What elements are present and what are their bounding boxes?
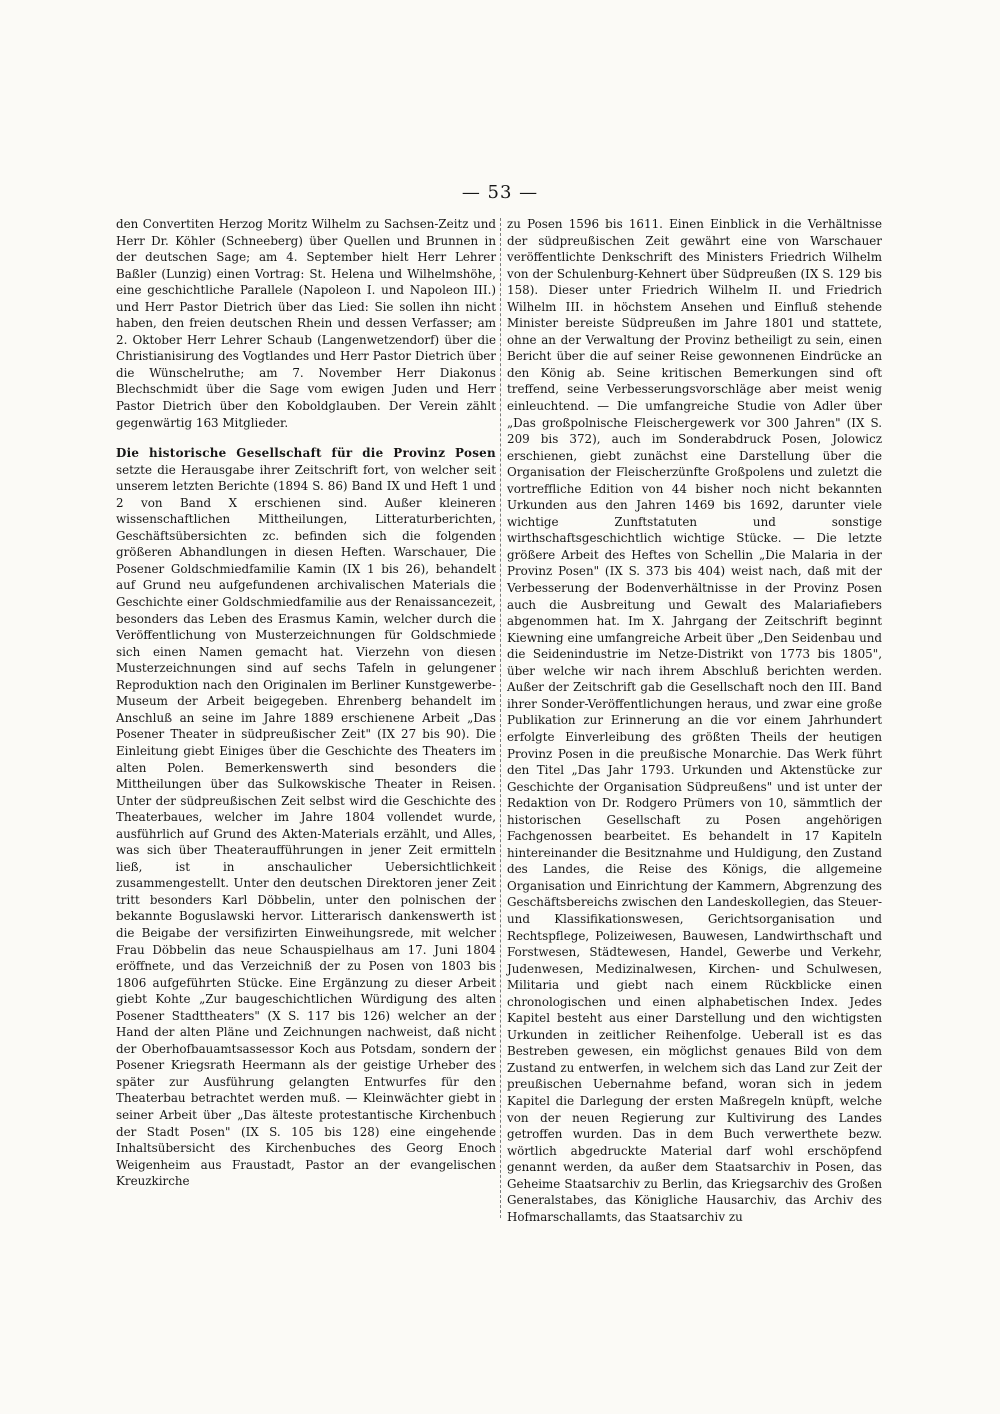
section-body: setzte die Herausgabe ihrer Zeitschrift fort, von welcher seit unserem letzten Berichte (1894 S. 86) Band IX und Heft 1 und 2 von Band X erschienen sind. Außer kleineren wissenschaftlichen Mittheilungen, Litteraturberichten, Geschäftsübersichten zc. befinden sich die folgenden größeren Abhandlungen in diesen Heften. Warschauer, Die Posener Goldschmiedfamilie Kamin (IX 1 bis 26), behandelt auf Grund neu aufgefundenen archivalischen Materials die Geschichte einer Goldschmiedfamilie aus der Renaissancezeit, besonders das Leben des Erasmus Kamin, welcher durch die Veröffentlichung von Musterzeichnungen für Goldschmiede sich einen Namen gemacht hat. Vierzehn von diesen Musterzeichnungen sind auf sechs Tafeln in gelungener Reproduktion nach den Originalen im Berliner Kunstgewerbe-Museum der Arbeit beigegeben. Ehrenberg behandelt im Anschluß an seine im Jahre 1889 erschienene Arbeit „Das Posener Theater in südpreußischer Zeit" (IX 27 bis 90). Die Einleitung giebt Einiges über die Geschichte des Theaters im alten Polen. Bemerkenswerth sind besonders die Mittheilungen über das Sulkowskische Theater in Reisen. Unter der südpreußischen Zeit selbst wird die Geschichte des Theaterbaues, welcher im Jahre 1804 vollendet wurde, ausführlich auf Grund des Akten-Materials erzählt, und Alles, was sich über Theateraufführungen in jener Zeit ermitteln ließ, ist in anschaulicher Uebersichtlichkeit zusammengestellt. Unter den deutschen Direktoren jener Zeit tritt besonders Karl Döbbelin, unter den polnischen der bekannte Boguslawski hervor. Litterarisch dankenswerth ist die Beigabe der versifizirten Einweihungsrede, mit welcher Frau Döbbelin das neue Schauspielhaus am 17. Juni 1804 eröffnete, und das Verzeichniß der zu Posen von 1803 bis 1806 aufgeführten Stücke. Eine Ergänzung zu dieser Arbeit giebt Kohte „Zur baugeschichtlichen Würdigung des alten Posener Stadttheaters" (X S. 117 bis 126) welcher an der Hand der alten Pläne und Zeichnungen nachweist, daß nicht der Oberhofbauamtsassessor Koch aus Potsdam, sondern der Posener Kriegsrath Heermann als der geistige Urheber des später zur Ausführung gelangten Entwurfes für den Theaterbau betrachtet werden muß. — Kleinwächter giebt in seiner Arbeit über „Das älteste protestantische Kirchenbuch der Stadt Posen" (IX S. 105 bis 128) eine eingehende Inhaltsübersicht des Kirchenbuches des Georg Enoch Weigenheim aus Fraustadt, Pastor an der evangelischen Kreuzkirche: [116, 462, 496, 1189]
column-divider: [500, 218, 501, 1218]
left-paragraph-1: den Convertiten Herzog Moritz Wilhelm zu Sachsen-Zeitz und Herr Dr. Köhler (Schneeberg) über Quellen und Brunnen in der deutschen Sage; am 4. September hielt Herr Lehrer Baßler (Lunzig) einen Vortrag: St. Helena und Wilhelmshöhe, eine geschichtliche Parallele (Napoleon I. und Napoleon III.) und Herr Pastor Dietrich über das Lied: Sie sollen ihn nicht haben, den freien deutschen Rhein und dessen Verfasser; am 2. Oktober Herr Lehrer Schaub (Langenwetzendorf) über die Christianisirung des Vogtlandes und Herr Pastor Dietrich über die Wünschelruthe; am 7. November Herr Diakonus Blechschmidt über die Sage vom ewigen Juden und Herr Pastor Dietrich über den Koboldglauben. Der Verein zählt gegenwärtig 163 Mitglieder.: [116, 217, 496, 430]
right-paragraph-1: zu Posen 1596 bis 1611. Einen Einblick in die Verhältnisse der südpreußischen Zeit gewährt eine von Warschauer veröffentlichte Denkschrift des Ministers Friedrich Wilhelm von der Schulenburg-Kehnert über Südpreußen (IX S. 129 bis 158). Dieser unter Friedrich Wilhelm II. und Friedrich Wilhelm III. in höchstem Ansehen und Einfluß stehende Minister bereiste Südpreußen im Jahre 1801 und stattete, ohne an der Verwaltung der Provinz betheiligt zu sein, einen Bericht über die auf seiner Reise gewonnenen Eindrücke an den König ab. Seine kritischen Bemerkungen sind oft treffend, seine Verbesserungsvorschläge aber meist wenig einleuchtend. — Die umfangreiche Studie von Adler über „Das großpolnische Fleischergewerk vor 300 Jahren" (IX S. 209 bis 372), auch im Sonderabdruck Posen, Jolowicz erschienen, giebt zunächst eine Darstellung über die Organisation der Fleischerzünfte Großpolens und zuletzt die vortreffliche Edition von 44 bisher noch nicht bekannten Urkunden aus den Jahren 1469 bis 1692, darunter viele wichtige Zunftstatuten und sonstige wirthschaftsgeschichtlich wichtige Stücke. — Die letzte größere Arbeit des Heftes von Schellin „Die Malaria in der Provinz Posen" (IX S. 373 bis 404) weist nach, daß mit der Verbesserung der Bodenverhältnisse in der Provinz Posen auch die Ausbreitung und Gewalt des Malariafiebers abgenommen hat. Im X. Jahrgang der Zeitschrift beginnt Kiewning eine umfangreiche Arbeit über „Den Seidenbau und die Seidenindustrie im Netze-Distrikt von 1773 bis 1805", über welche wir nach ihrem Abschluß berichten werden. Außer der Zeitschrift gab die Gesellschaft noch den III. Band ihrer Sonder-Veröffentlichungen heraus, und zwar eine große Publikation zur Erinnerung an die vor einem Jahrhundert erfolgte Einverleibung des größten Theils der heutigen Provinz Posen in die preußische Monarchie. Das Werk führt den Titel „Das Jahr 1793. Urkunden und Aktenstücke zur Geschichte der Organisation Südpreußens" und ist unter der Redaktion von Dr. Rodgero Prümers von 10, sämmtlich der historischen Gesellschaft zu Posen angehörigen Fachgenossen bearbeitet. Es behandelt in 17 Kapiteln hintereinander die Besitznahme und Huldigung, den Zustand des Landes, die Reise des Königs, die allgemeine Organisation und Einrichtung der Kammern, Abgrenzung des Geschäftsbereichs zwischen den Landeskollegien, das Steuer- und Klassifikationswesen, Gerichtsorganisation und Rechtspflege, Polizeiwesen, Bauwesen, Landwirthschaft und Forstwesen, Städtewesen, Handel, Gewerbe und Verkehr, Judenwesen, Medizinalwesen, Kirchen- und Schulwesen, Militaria und giebt nach einem Rückblicke einen chronologischen und einen alphabetischen Index. Jedes Kapitel besteht aus einer Darstellung und den wichtigsten Urkunden in zeitlicher Reihenfolge. Ueberall ist es das Bestreben gewesen, ein möglichst genaues Bild von dem Zustand zu entwerfen, in welchem sich das Land zur Zeit der preußischen Uebernahme befand, woran sich in jedem Kapitel die Darlegung der ersten Maßregeln knüpft, welche von der neuen Regierung zur Kultivirung des Landes getroffen wurden. Das in dem Buch verwerthete bezw. wörtlich abgedruckte Material darf wohl erschöpfend genannt werden, da außer dem Staatsarchiv in Posen, das Geheime Staatsarchiv zu Berlin, das Kriegsarchiv des Großen Generalstabes, das Königliche Hausarchiv, das Archiv des Hofmarschallamts, das Staatsarchiv zu: [507, 217, 882, 1224]
section-heading: Die historische Gesellschaft für die Provinz Posen: [116, 446, 496, 461]
left-column: [116, 216, 496, 1190]
left-paragraph-2: [116, 445, 496, 1190]
page-number: — 53 —: [461, 182, 539, 203]
right-column: [507, 216, 882, 1225]
